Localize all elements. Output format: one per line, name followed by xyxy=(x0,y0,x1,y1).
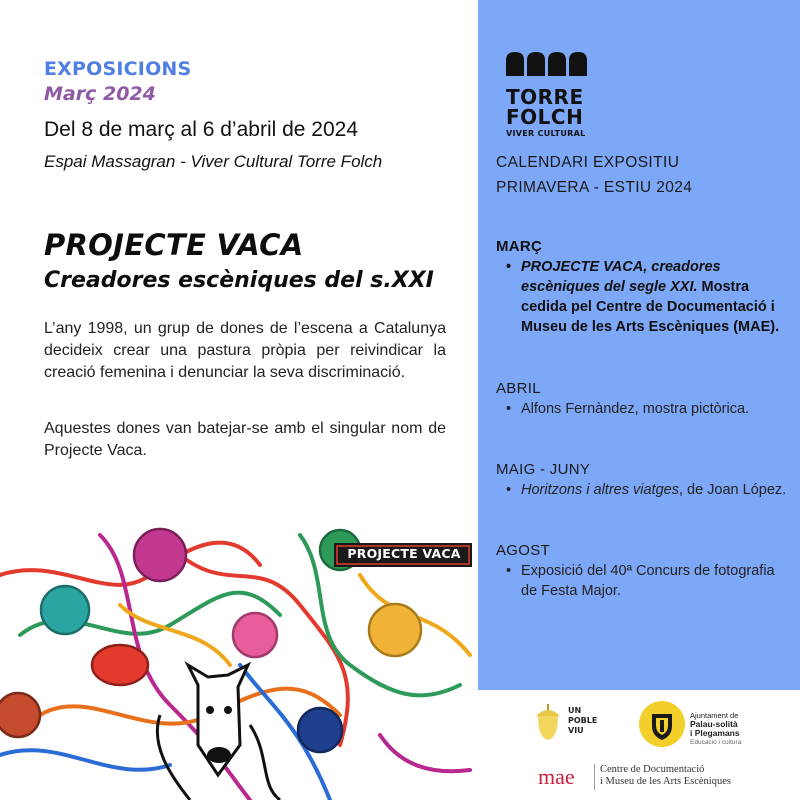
section-kicker: EXPOSICIONS xyxy=(44,58,192,80)
item-title: Horitzons i altres viatges xyxy=(521,482,679,498)
poble-line-3: VIU xyxy=(568,726,584,735)
mae-line-1: Centre de Documentació xyxy=(600,764,705,775)
calendar-heading xyxy=(496,150,692,200)
calendar-panel xyxy=(478,0,800,690)
sponsor-logos xyxy=(478,690,800,800)
torre-folch-logo xyxy=(506,52,596,138)
acorn-icon xyxy=(532,702,564,742)
venue-name: Espai Massagran - Viver Cultural Torre Folch xyxy=(44,152,383,171)
poster-label: PROJECTE VACA xyxy=(347,546,461,561)
section-month: MAIG - JUNY xyxy=(496,461,591,478)
ajuntament-logo xyxy=(638,700,778,748)
logo-line-2: FOLCH xyxy=(506,105,584,129)
calendar-section-april xyxy=(496,380,792,419)
logo-line-1: TORRE xyxy=(506,85,584,109)
description-paragraph-2: Aquestes dones van batejar-se amb el singular nom de Projecte Vaca. xyxy=(44,420,446,459)
mae-divider xyxy=(594,764,595,790)
date-range: Del 8 de març al 6 d’abril de 2024 xyxy=(44,118,359,141)
ajunt-line-3: i Plegamans xyxy=(690,728,740,738)
calendar-section-may-june xyxy=(496,461,792,500)
poble-line-2: POBLE xyxy=(568,716,598,725)
section-month: ABRIL xyxy=(496,380,541,397)
un-poble-viu-logo xyxy=(532,702,622,742)
item-detail: Mostra cedida pel Centre de Documentació i Museu de les Arts Escèniques (MAE). xyxy=(521,279,780,335)
description-paragraph-1: L’any 1998, un grup de dones de l’escena a Catalunya decideix crear una pastura pròpia per reivindicar la creació femenina i denunciar la seva discriminació. xyxy=(44,320,446,381)
cow-figure xyxy=(188,665,248,775)
logo-tagline: VIVER CULTURAL xyxy=(506,129,586,138)
item-title: PROJECTE VACA, creadores escèniques del segle XXI. xyxy=(521,259,721,295)
mae-line-2: i Museu de les Arts Escèniques xyxy=(600,776,731,787)
ajunt-line-2: Palau-solità xyxy=(690,719,738,729)
mae-wordmark: mae xyxy=(538,764,575,789)
calendar-section-march xyxy=(496,238,792,337)
calendar-item: • Exposició del 40ª Concurs de fotografia de Festa Major. xyxy=(496,561,792,601)
section-month: AGOST xyxy=(496,542,551,559)
calendar-item xyxy=(496,480,792,500)
castle-battlement-icon xyxy=(506,52,588,76)
ajunt-line-1: Ajuntament de xyxy=(690,711,739,720)
calendar-section-august xyxy=(496,542,792,601)
month-label: Març 2024 xyxy=(44,83,156,105)
exhibition-subtitle: Creadores escèniques del s.XXI xyxy=(44,268,434,293)
calendar-item: • Alfons Fernàndez, mostra pictòrica. xyxy=(496,399,792,419)
section-month: MARÇ xyxy=(496,238,543,255)
municipal-crest-icon xyxy=(638,700,686,748)
poble-line-1: UN xyxy=(568,706,582,715)
calendar-heading-line-2: PRIMAVERA - ESTIU 2024 xyxy=(496,179,693,196)
ajunt-line-4: Educació i cultura xyxy=(690,739,742,746)
exhibition-title: PROJECTE VACA xyxy=(44,228,304,262)
item-detail: , de Joan López. xyxy=(678,482,787,498)
mae-logo xyxy=(538,760,778,792)
calendar-heading-line-1: CALENDARI EXPOSITIU xyxy=(496,154,680,171)
calendar-item xyxy=(496,257,792,337)
